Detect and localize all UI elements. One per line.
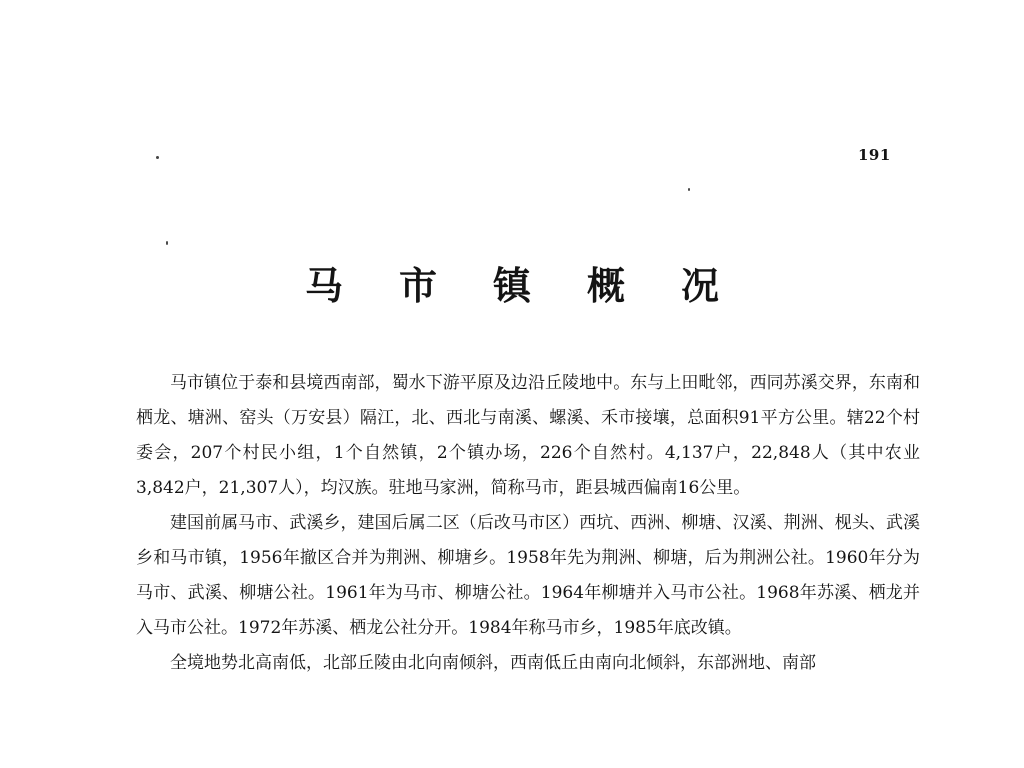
paragraph-terrain: 全境地势北高南低，北部丘陵由北向南倾斜，西南低丘由南向北倾斜，东部洲地、南部 [170,653,816,673]
paragraph-history: 建国前属马市、武溪乡，建国后属二区（后改马市区）西坑、西洲、柳塘、汉溪、荆洲、枧头、武溪乡和马市镇，1956年撤区合并为荆洲、柳塘乡。1958年先为荆洲、柳塘，后为荆洲公社。1960年分为马市、武溪、柳塘公社。1961年为马市、柳塘公社。1964年柳塘并入马市公社。1968年苏溪、栖龙并入马市公社。1972年苏溪、栖龙公社分开。1984年称马市乡，1985年底改镇。 [136,513,920,638]
body-text [136,366,920,681]
page-number: 191 [858,146,891,164]
scan-speck [166,241,168,245]
title-char: 概 [586,263,625,308]
paragraph-location: 马市镇位于泰和县境西南部，蜀水下游平原及边沿丘陵地中。东与上田毗邻，西同苏溪交界，东南和栖龙、塘洲、窑头（万安县）隔江，北、西北与南溪、螺溪、禾市接壤，总面积91平方公里。辖22个村委会，207个村民小组，1个自然镇，2个镇办场，226个自然村。4,137户，22,848人（其中农业3,842户，21,307人），均汉族。驻地马家洲，简称马市，距县城西偏南16公里。 [136,373,920,498]
title-char: 市 [398,263,437,308]
page-title [0,262,1024,310]
title-char: 况 [680,263,719,308]
scan-speck [688,188,690,191]
scan-speck [156,156,159,159]
title-char: 马 [304,263,343,308]
title-char: 镇 [492,263,531,308]
